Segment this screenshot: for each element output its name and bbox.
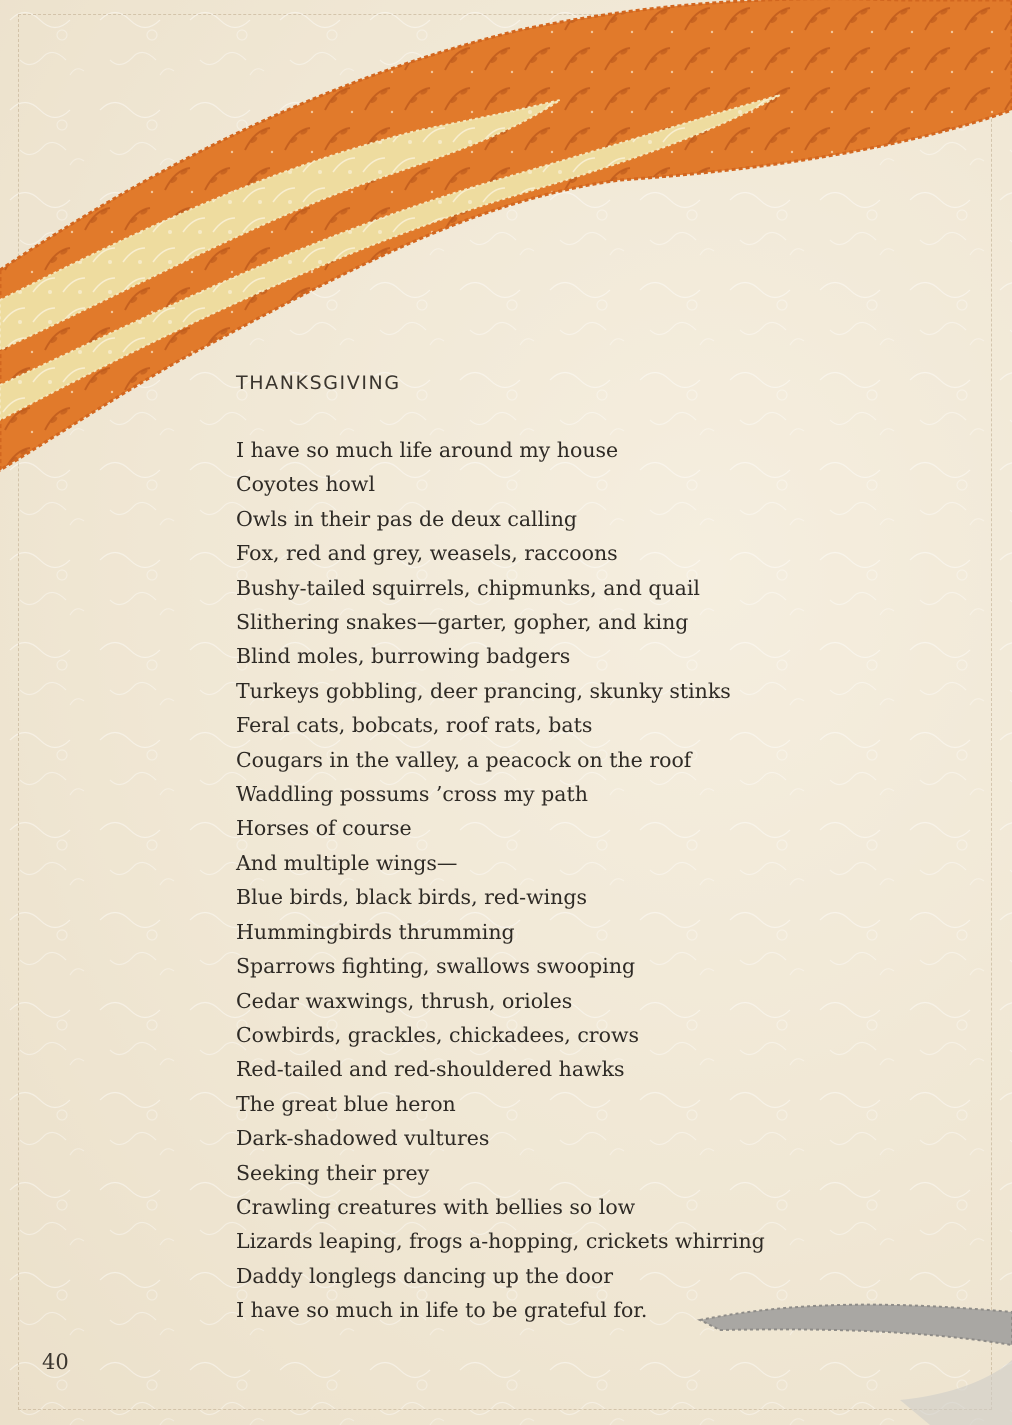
- poem-line: Feral cats, bobcats, roof rats, bats: [236, 713, 593, 738]
- poem-line: Cedar waxwings, thrush, orioles: [236, 988, 573, 1013]
- poem-line: Daddy longlegs dancing up the door: [236, 1263, 614, 1288]
- poem-line: The great blue heron: [236, 1091, 456, 1116]
- poem-line: Horses of course: [236, 816, 412, 841]
- poem-line: I have so much in life to be grateful for.: [236, 1298, 648, 1323]
- poem-lines: [236, 433, 936, 1328]
- poem-line: Red-tailed and red-shouldered hawks: [236, 1057, 625, 1082]
- poem: [236, 368, 936, 1328]
- poem-line: Cowbirds, grackles, chickadees, crows: [236, 1022, 640, 1047]
- poem-line: I have so much life around my house: [236, 438, 619, 462]
- poem-line: Sparrows fighting, swallows swooping: [236, 954, 636, 979]
- poem-line: Turkeys gobbling, deer prancing, skunky stinks: [236, 678, 731, 703]
- poem-line: Slithering snakes—garter, gopher, and king: [236, 610, 689, 635]
- poem-line: Blue birds, black birds, red-wings: [236, 885, 588, 910]
- poem-line: Coyotes howl: [236, 472, 376, 497]
- poem-line: Seeking their prey: [236, 1160, 430, 1185]
- poem-line: Hummingbirds thrumming: [236, 919, 515, 944]
- poem-line: Bushy-tailed squirrels, chipmunks, and quail: [236, 575, 700, 600]
- poem-line: Fox, red and grey, weasels, raccoons: [236, 541, 618, 566]
- poem-line: Blind moles, burrowing badgers: [236, 644, 571, 669]
- poem-line: Waddling possums ’cross my path: [236, 782, 588, 807]
- poem-title: THANKSGIVING: [236, 372, 401, 394]
- page-number: 40: [42, 1350, 69, 1374]
- poem-line: Crawling creatures with bellies so low: [236, 1194, 636, 1219]
- poem-line: Dark-shadowed vultures: [236, 1126, 490, 1151]
- poem-line: And multiple wings—: [236, 850, 458, 875]
- poem-line: Lizards leaping, frogs a-hopping, crickets whirring: [236, 1229, 765, 1254]
- poem-line: Owls in their pas de deux calling: [236, 506, 578, 531]
- poem-line: Cougars in the valley, a peacock on the roof: [236, 747, 692, 772]
